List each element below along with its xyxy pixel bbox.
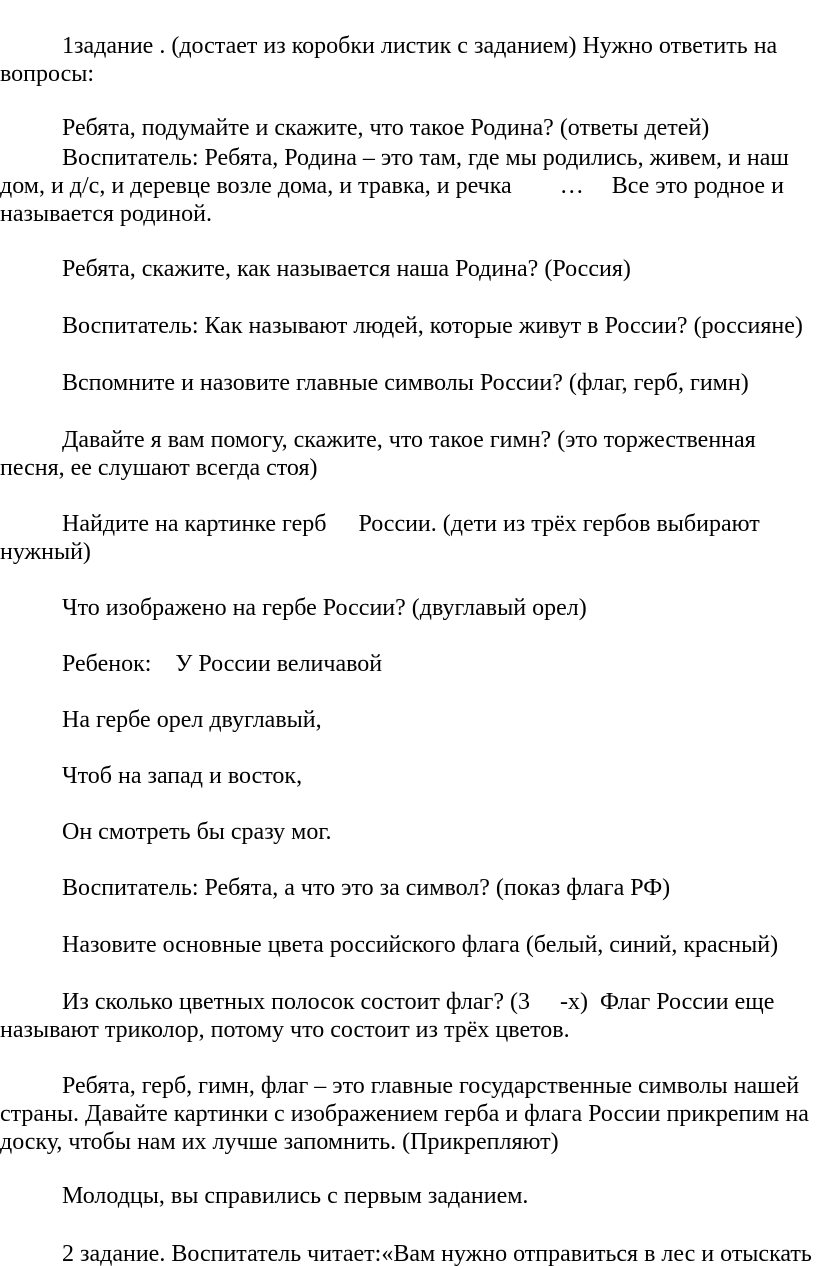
paragraph-state-symbols-line1: Ребята, герб, гимн, флаг – это главные государственные символы нашей bbox=[62, 1073, 800, 1099]
paragraph-state-symbols-line2: страны. Давайте картинки с изображением герба и флага России прикрепим на bbox=[0, 1101, 809, 1127]
paragraph-question-eagle: Что изображено на гербе России? (двуглавый орел) bbox=[62, 595, 587, 621]
paragraph-stripes-line2: называют триколор, потому что состоит из трёх цветов. bbox=[0, 1017, 570, 1043]
paragraph-coat-of-arms-line2: нужный) bbox=[0, 539, 91, 565]
paragraph-teacher-homeland-line2 bbox=[0, 172, 784, 200]
text-segment: дом, и д/с, и деревце возле дома, и травка, и речка bbox=[0, 173, 512, 199]
paragraph-teacher-homeland-line3: называется родиной. bbox=[0, 201, 212, 227]
poem-line3: Чтоб на запад и восток, bbox=[62, 763, 303, 789]
paragraph-question-homeland: Ребята, подумайте и скажите, что такое Родина? (ответы детей) bbox=[62, 115, 710, 141]
paragraph-question-people: Воспитатель: Как называют людей, которые живут в России? (россияне) bbox=[62, 313, 803, 339]
text-segment: Все это родное и bbox=[611, 173, 784, 199]
paragraph-anthem-line2: песня, ее слушают всегда стоя) bbox=[0, 455, 318, 481]
paragraph-flag-symbol: Воспитатель: Ребята, а что это за символ? (показ флага РФ) bbox=[62, 875, 671, 901]
paragraph-coat-of-arms-line1 bbox=[62, 510, 760, 538]
speaker-label: Ребенок: bbox=[62, 651, 152, 677]
paragraph-task1-line2: вопросы: bbox=[0, 61, 95, 87]
ellipsis: … bbox=[559, 173, 584, 199]
paragraph-state-symbols-line3: доску, чтобы нам их лучше запомнить. (Прикрепляют) bbox=[0, 1129, 559, 1155]
paragraph-task2: 2 задание. Воспитатель читает:«Вам нужно отправиться в лес и отыскать bbox=[62, 1241, 812, 1266]
poem-text: У России величавой bbox=[175, 651, 383, 677]
paragraph-question-symbols: Вспомните и назовите главные символы России? (флаг, герб, гимн) bbox=[62, 370, 749, 396]
paragraph-anthem-line1: Давайте я вам помогу, скажите, что такое гимн? (это торжественная bbox=[62, 427, 756, 453]
text-segment: Из сколько цветных полосок состоит флаг? (3 bbox=[62, 989, 530, 1015]
paragraph-question-country: Ребята, скажите, как называется наша Родина? (Россия) bbox=[62, 256, 631, 282]
paragraph-well-done: Молодцы, вы справились с первым заданием. bbox=[62, 1183, 529, 1209]
paragraph-teacher-homeland-line1: Воспитатель: Ребята, Родина – это там, где мы родились, живем, и наш bbox=[62, 145, 789, 171]
text-segment: Флаг России еще bbox=[599, 989, 775, 1015]
poem-line1 bbox=[62, 650, 382, 678]
poem-line2: На гербе орел двуглавый, bbox=[62, 707, 322, 733]
text-segment: России. (дети из трёх гербов выбирают bbox=[358, 511, 760, 537]
text-segment: -х) bbox=[560, 989, 588, 1015]
paragraph-task1-line1: 1задание . (достает из коробки листик с заданием) Нужно ответить на bbox=[62, 33, 778, 59]
paragraph-flag-colors: Назовите основные цвета российского флага (белый, синий, красный) bbox=[62, 932, 779, 958]
paragraph-stripes-line1 bbox=[62, 988, 774, 1016]
text-segment: Найдите на картинке герб bbox=[62, 511, 327, 537]
poem-line4: Он смотреть бы сразу мог. bbox=[62, 819, 332, 845]
